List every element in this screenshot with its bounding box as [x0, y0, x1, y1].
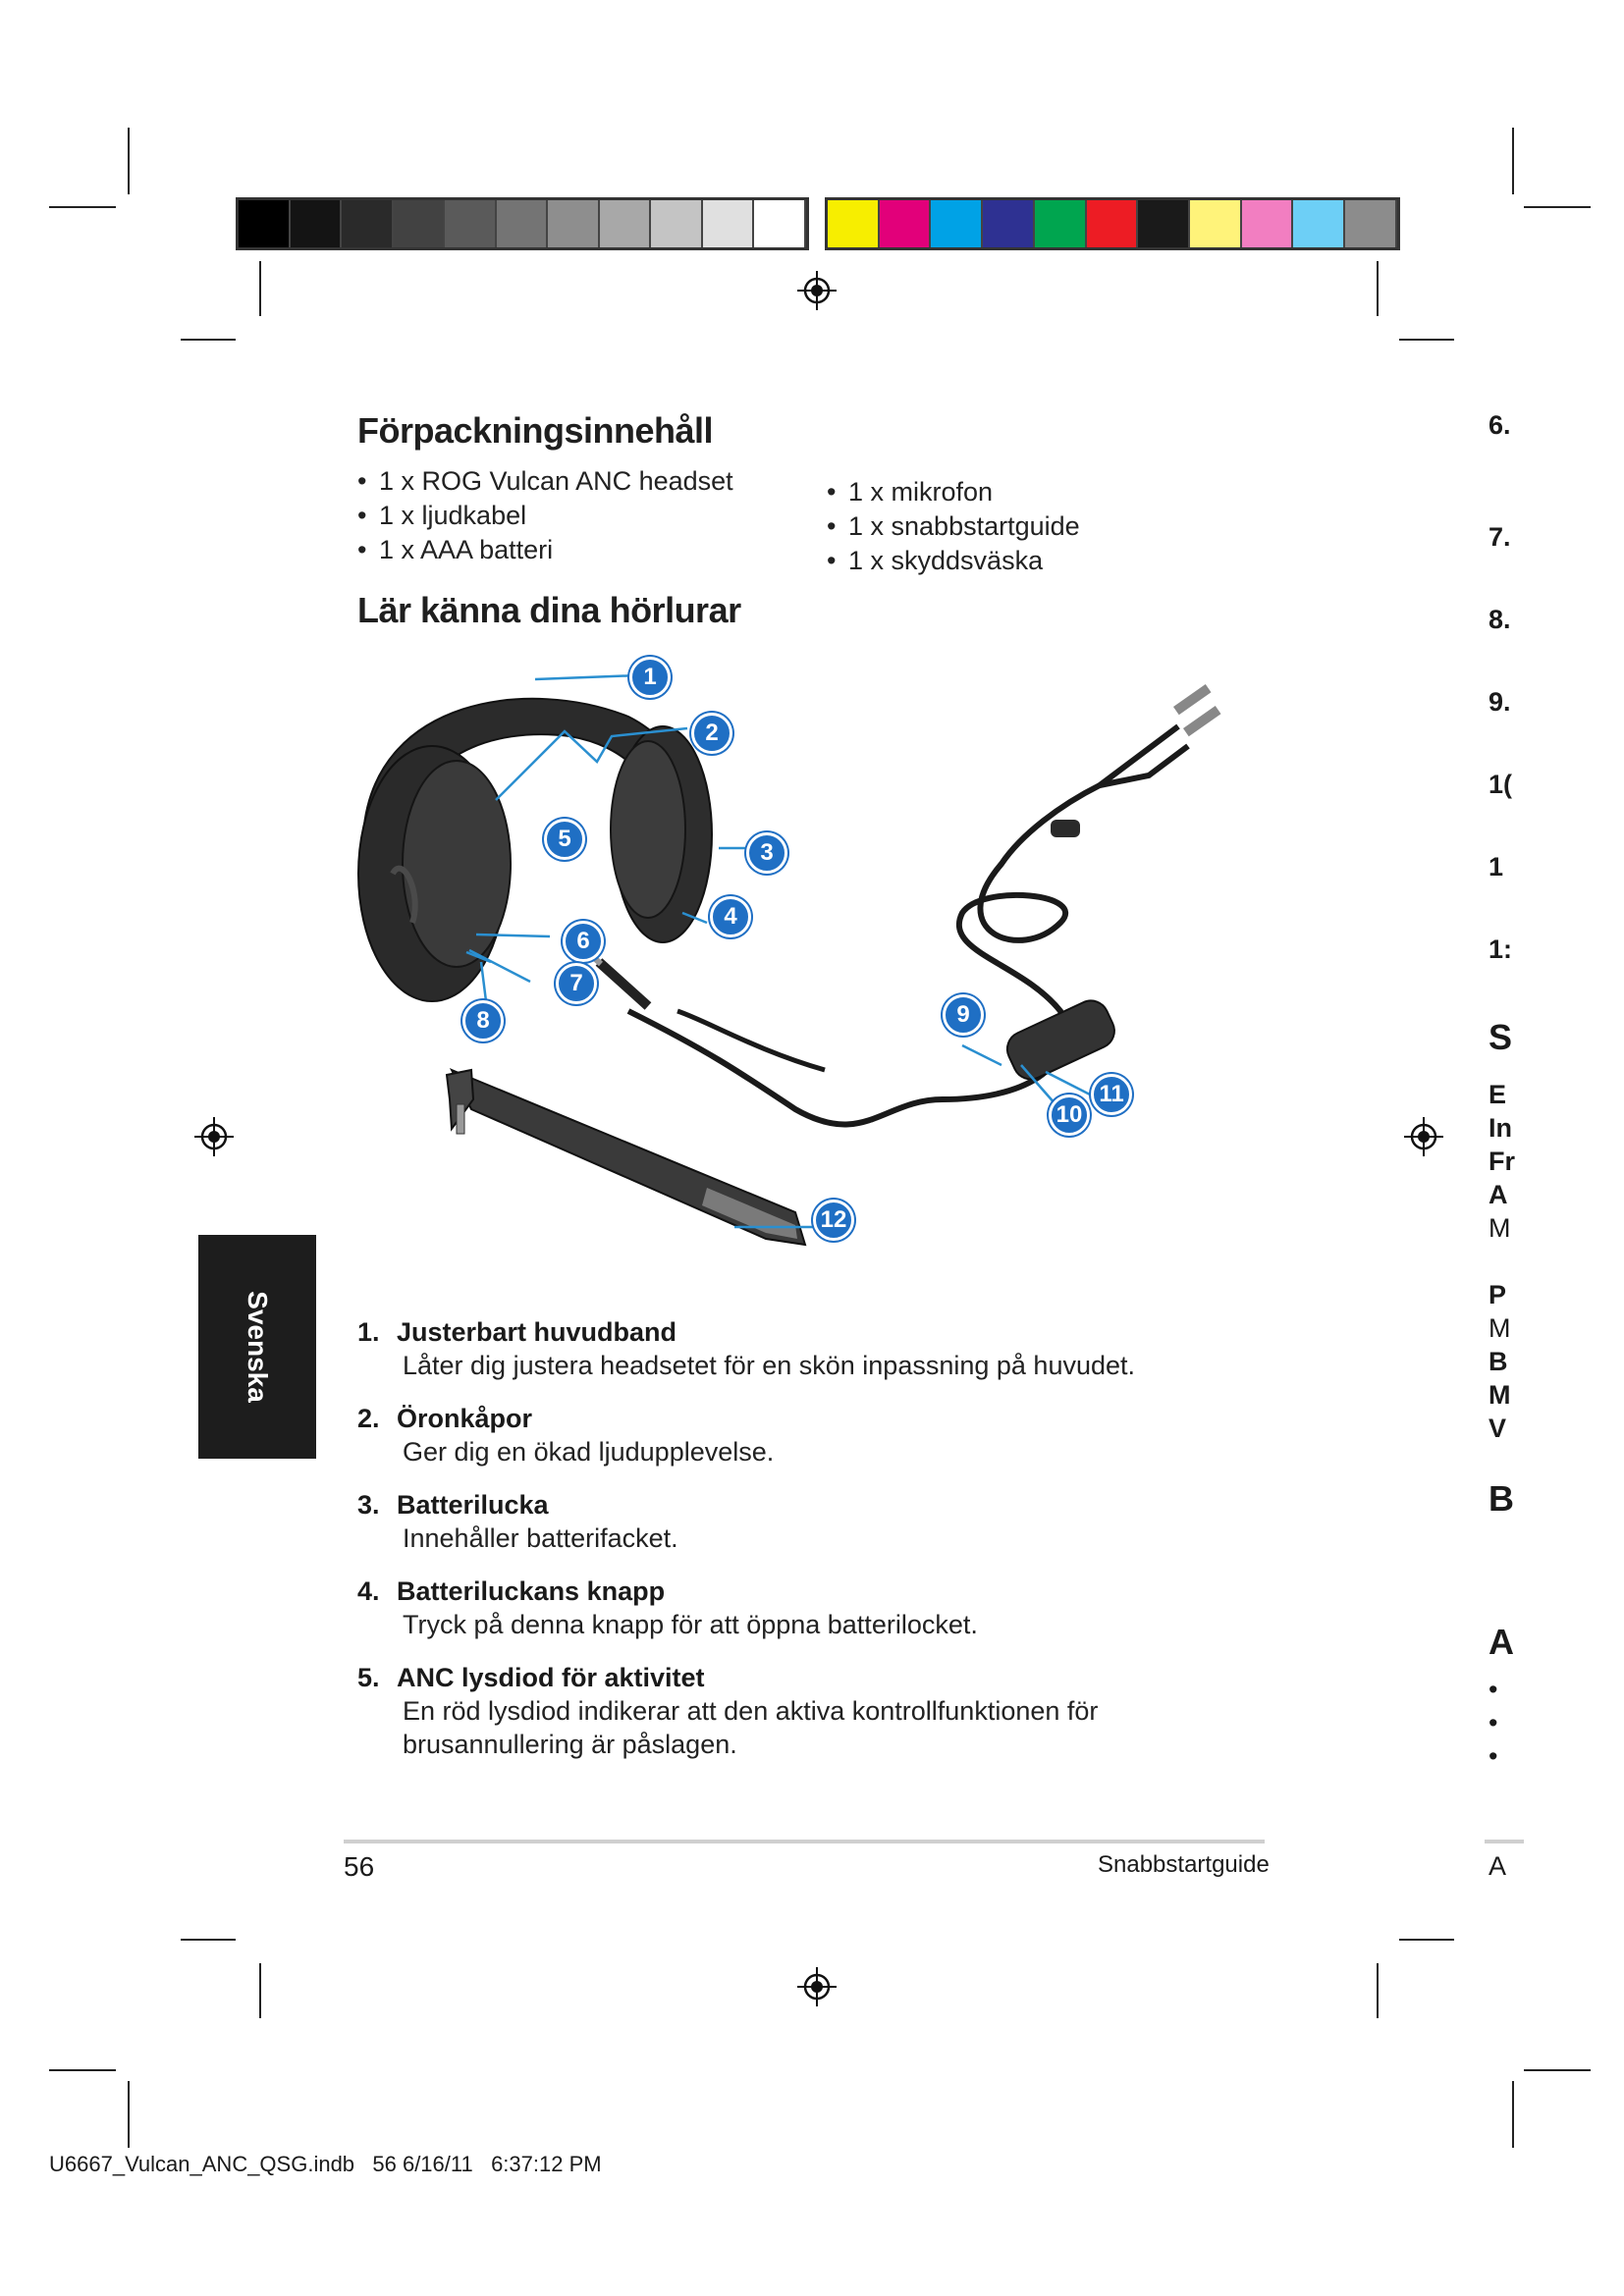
list-item — [357, 1488, 1261, 1555]
next-page-fragment: M — [1489, 1313, 1511, 1343]
item-description: Låter dig justera headsetet för en skön inpassning på huvudet. — [403, 1351, 1136, 1380]
registration-mark-icon — [192, 1115, 236, 1158]
callout-7: 7 — [556, 963, 597, 1004]
color-swatch — [1293, 200, 1345, 247]
next-page-fragment: S — [1489, 1017, 1513, 1057]
color-swatch — [1087, 200, 1139, 247]
callout-9: 9 — [943, 994, 984, 1036]
color-swatch — [880, 200, 932, 247]
crop-mark — [1512, 2081, 1514, 2148]
color-swatch — [1242, 200, 1294, 247]
list-item — [357, 1315, 1261, 1382]
item-title: Batterilucka — [397, 1490, 549, 1520]
next-page-fragment: In — [1489, 1113, 1512, 1143]
next-page-fragment — [1485, 1840, 1524, 1843]
callout-10: 10 — [1049, 1095, 1090, 1136]
item-description: Ger dig en ökad ljudupplevelse. — [403, 1437, 775, 1467]
package-contents-title: Förpackningsinnehåll — [357, 410, 714, 451]
next-page-fragment: • — [1489, 1675, 1498, 1704]
list-item — [357, 1402, 1261, 1468]
item-number: 2. — [357, 1404, 380, 1433]
next-page-fragment: Fr — [1489, 1147, 1515, 1176]
crop-mark — [1377, 1963, 1379, 2018]
language-tab — [198, 1235, 316, 1459]
callout-5: 5 — [544, 819, 585, 860]
color-swatch — [394, 200, 446, 247]
next-page-fragment: 1 — [1489, 852, 1504, 881]
crop-mark — [1399, 1939, 1454, 1941]
color-swatch — [1345, 200, 1397, 247]
color-swatch — [983, 200, 1035, 247]
feature-list — [357, 1315, 1261, 1781]
next-page-fragment: B — [1489, 1478, 1514, 1519]
headset-illustration — [334, 638, 1276, 1286]
callout-12: 12 — [813, 1200, 854, 1241]
registration-mark-icon — [795, 1965, 839, 2008]
crop-mark — [128, 128, 130, 194]
know-headphones-title: Lär känna dina hörlurar — [357, 590, 741, 630]
next-page-fragment: 6. — [1489, 410, 1511, 440]
grayscale-calibration-bar — [236, 197, 809, 250]
list-item: • 1 x ROG Vulcan ANC headset — [357, 464, 733, 499]
callout-4: 4 — [710, 896, 751, 937]
callout-11: 11 — [1091, 1074, 1132, 1115]
callout-3: 3 — [746, 832, 787, 874]
item-description: En röd lysdiod indikerar att den aktiva kontrollfunktionen för brusannullering är påslagen. — [403, 1696, 1099, 1759]
next-page-fragment: • — [1489, 1708, 1498, 1737]
next-page-fragment: A — [1489, 1851, 1507, 1881]
next-page-fragment: M — [1489, 1213, 1511, 1243]
next-page-fragment: 8. — [1489, 605, 1511, 634]
color-calibration-bar — [825, 197, 1400, 250]
crop-mark — [1524, 206, 1591, 208]
item-number: 5. — [357, 1663, 380, 1692]
color-swatch — [703, 200, 755, 247]
item-number: 3. — [357, 1490, 380, 1520]
next-page-fragment: M — [1489, 1380, 1511, 1410]
item-description: Innehåller batterifacket. — [403, 1523, 678, 1553]
crop-mark — [1399, 339, 1454, 341]
crop-mark — [1524, 2069, 1591, 2071]
callout-2: 2 — [691, 713, 732, 754]
item-number: 1. — [357, 1317, 380, 1347]
crop-mark — [1377, 261, 1379, 316]
list-item: • 1 x AAA batteri — [357, 533, 733, 567]
item-title: Justerbart huvudband — [397, 1317, 677, 1347]
crop-mark — [259, 1963, 261, 2018]
callout-1: 1 — [629, 657, 671, 698]
list-item: • 1 x snabbstartguide — [827, 509, 1080, 544]
footer-divider — [344, 1840, 1265, 1843]
color-swatch — [1190, 200, 1242, 247]
next-page-fragment: 9. — [1489, 687, 1511, 717]
next-page-fragment: 1: — [1489, 934, 1513, 964]
item-description: Tryck på denna knapp för att öppna batterilocket. — [403, 1610, 978, 1639]
callout-6: 6 — [563, 921, 604, 962]
list-item — [357, 1575, 1261, 1641]
color-swatch — [548, 200, 600, 247]
color-swatch — [1035, 200, 1087, 247]
crop-mark — [49, 206, 116, 208]
callout-8: 8 — [462, 1000, 504, 1041]
page-number: 56 — [344, 1851, 375, 1882]
list-item: • 1 x skyddsväska — [827, 544, 1080, 578]
next-page-fragment: A — [1489, 1180, 1508, 1209]
color-swatch — [600, 200, 652, 247]
item-title: Batteriluckans knapp — [397, 1576, 666, 1606]
package-list-left — [357, 464, 733, 567]
crop-mark — [181, 1939, 236, 1941]
color-swatch — [497, 200, 549, 247]
color-swatch — [651, 200, 703, 247]
item-title: ANC lysdiod för aktivitet — [397, 1663, 705, 1692]
color-swatch — [1138, 200, 1190, 247]
crop-mark — [128, 2081, 130, 2148]
next-page-fragment: B — [1489, 1347, 1508, 1376]
footer-label: Snabbstartguide — [1098, 1851, 1270, 1878]
color-swatch — [239, 200, 291, 247]
color-swatch — [342, 200, 394, 247]
crop-mark — [259, 261, 261, 316]
color-swatch — [445, 200, 497, 247]
crop-mark — [181, 339, 236, 341]
item-number: 4. — [357, 1576, 380, 1606]
next-page-fragment: E — [1489, 1080, 1507, 1109]
language-tab-label: Svenska — [243, 1291, 273, 1403]
color-swatch — [931, 200, 983, 247]
next-page-fragment: 1( — [1489, 770, 1513, 799]
registration-mark-icon — [1402, 1115, 1445, 1158]
list-item — [357, 1661, 1261, 1761]
list-item: • 1 x mikrofon — [827, 475, 1080, 509]
next-page-fragment: V — [1489, 1414, 1507, 1443]
registration-mark-icon — [795, 269, 839, 312]
next-page-fragment: • — [1489, 1741, 1498, 1771]
next-page-fragment: P — [1489, 1280, 1507, 1309]
list-item: • 1 x ljudkabel — [357, 499, 733, 533]
color-swatch — [828, 200, 880, 247]
color-swatch — [291, 200, 343, 247]
next-page-fragment: A — [1489, 1622, 1514, 1662]
color-swatch — [754, 200, 806, 247]
next-page-fragment: 7. — [1489, 522, 1511, 552]
print-info: U6667_Vulcan_ANC_QSG.indb 56 6/16/11 6:37:12 PM — [49, 2152, 602, 2176]
crop-mark — [1512, 128, 1514, 194]
crop-mark — [49, 2069, 116, 2071]
package-list-right — [827, 475, 1080, 578]
item-title: Öronkåpor — [397, 1404, 533, 1433]
